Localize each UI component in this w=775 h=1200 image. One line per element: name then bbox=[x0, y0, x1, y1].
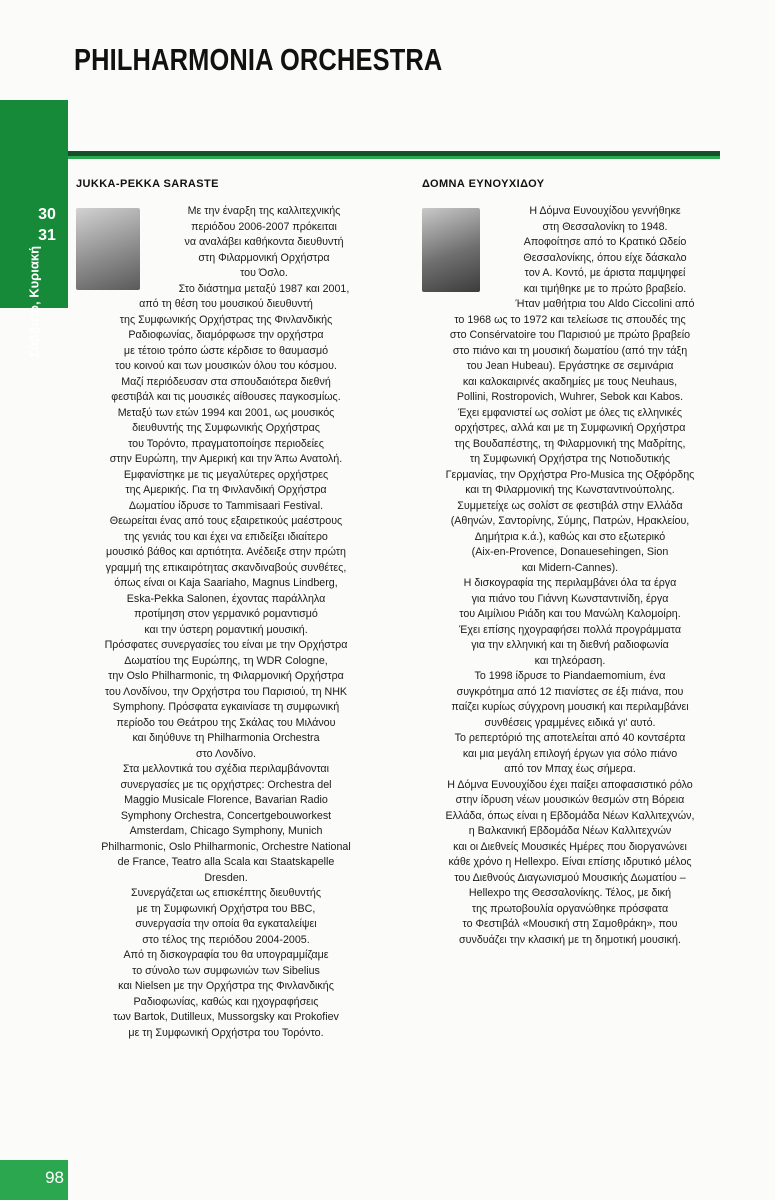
bio-line: Γερμανίας, την Ορχήστρα Pro-Musica της Οξφόρδης bbox=[445, 468, 695, 481]
bio-line: Δωματίου ίδρυσε το Tammisaari Festival. bbox=[128, 499, 324, 512]
bio-line: Ραδιοφωνίας, διαμόρφωσε την ορχήστρα bbox=[128, 329, 324, 341]
bio-line: Maggio Musicale Florence, Bavarian Radio bbox=[124, 794, 328, 806]
bio-line: Eska-Pekka Salonen, έχοντας παράλληλα bbox=[126, 592, 326, 605]
bio-line: Hellexpo της Θεσσαλονίκης. Τέλος, με δική bbox=[468, 887, 672, 899]
bio-line: του Λονδίνου, την Ορχήστρα του Παρισιού, τη NHK bbox=[104, 685, 348, 698]
bio-line: παίζει κυρίως σύγχρονη μουσική και περιλαμβάνει bbox=[451, 701, 689, 713]
bio-line: την Oslo Philharmonic, τη Φιλαρμονική Ορχήστρα bbox=[108, 670, 344, 682]
bio-line: του Διεθνούς Διαγωνισμού Μουσικής Δωματίου – bbox=[454, 871, 686, 884]
bio-line: στο Λονδίνο. bbox=[196, 747, 256, 760]
date-strip bbox=[0, 100, 68, 359]
right-heading: ΔΟΜΝΑ ΕΥΝΟΥΧΙΔΟΥ bbox=[422, 178, 545, 190]
bio-line: της γενιάς του και έχει να επιδείξει ιδιαίτερο bbox=[124, 530, 328, 543]
bio-line: η Βαλκανική Εβδομάδα Νέων Καλλιτεχνών bbox=[468, 825, 672, 837]
bio-line: Στα μελλοντικά του σχέδια περιλαμβάνονται bbox=[123, 763, 329, 775]
bio-line: Η δισκογραφία της περιλαμβάνει όλα τα έργα bbox=[463, 577, 677, 589]
bio-line: να αναλάβει καθήκοντα διευθυντή bbox=[184, 236, 344, 248]
bio-line: μουσικό βάθος και αρτιότητα. Ανέδειξε στην πρώτη bbox=[106, 546, 346, 558]
bio-line: του Jean Hubeau). Εργάστηκε σε σεμινάρια bbox=[466, 360, 674, 372]
bio-line: Εμφανίστηκε με τις μεγαλύτερες ορχήστρες bbox=[123, 468, 329, 481]
bio-line: της Βουδαπέστης, τη Φιλαρμονική της Μαδρίτης, bbox=[454, 437, 686, 450]
bio-line: Το ρεπερτόριό της αποτελείται από 40 κοντσέρτα bbox=[454, 732, 686, 744]
bio-line: προτίμηση στον γερμανικό ρομαντισμό bbox=[134, 608, 318, 620]
bio-line: με τη Συμφωνική Ορχήστρα του Τορόντο. bbox=[128, 1026, 324, 1039]
bio-line: Δωματίου της Ευρώπης, τη WDR Cologne, bbox=[124, 654, 328, 667]
bio-line: Από τη δισκογραφία του θα υπογραμμίζαμε bbox=[123, 949, 329, 961]
bio-line: και την ύστερη ρομαντική μουσική. bbox=[144, 623, 308, 636]
bio-line: περίοδο του Θεάτρου της Σκάλας του Μιλάνου bbox=[116, 716, 336, 729]
bio-line: φεστιβάλ και τις μουσικές αίθουσες παγκοσμίως. bbox=[111, 391, 341, 403]
bio-line: στο πιάνο και τη μουσική δωματίου (από την τάξη bbox=[452, 344, 688, 357]
bio-line: (Aix-en-Provence, Donauesehingen, Sion bbox=[471, 546, 669, 558]
bio-line: και Midern-Cannes). bbox=[521, 561, 619, 574]
bio-line: Μαζί περιόδευσαν στα σπουδαιότερα διεθνή bbox=[121, 375, 331, 388]
bio-line: Amsterdam, Chicago Symphony, Munich bbox=[129, 825, 323, 837]
page-number: 98 bbox=[45, 1168, 64, 1187]
bio-line: Πρόσφατες συνεργασίες του είναι με την Ορχήστρα bbox=[104, 639, 348, 651]
bio-line: και τη Φιλαρμονική της Κωνσταντινούπολης. bbox=[465, 484, 675, 496]
header-rule-light bbox=[68, 156, 720, 159]
bio-line: συγκρότημα από 12 πιανίστες σε έξι πιάνα, που bbox=[456, 685, 684, 698]
bio-line: της Αμερικής. Για τη Φινλανδική Ορχήστρα bbox=[125, 484, 327, 496]
bio-line: Η Δόμνα Ευνουχίδου έχει παίξει αποφασιστικό ρόλο bbox=[447, 778, 693, 791]
bio-line: και Nielsen με την Ορχήστρα της Φινλανδικής bbox=[118, 980, 334, 992]
bio-line: με τέτοιο τρόπο ώστε κέρδισε το θαυμασμό bbox=[123, 344, 329, 357]
bio-line: Ήταν μαθήτρια του Aldo Ciccolini από bbox=[515, 298, 695, 310]
bio-line: στη Φιλαρμονική Ορχήστρα bbox=[198, 251, 330, 264]
bio-line: και τιμήθηκε με το πρώτο βραβείο. bbox=[523, 282, 687, 295]
date-31: 31 bbox=[38, 227, 56, 244]
bio-line: για πιάνο του Γιάννη Κωνσταντινίδη, έργα bbox=[471, 592, 669, 605]
bio-line: κάθε χρόνο η Hellexpo. Είναι επίσης ιδρυτικό μέλος bbox=[448, 856, 692, 868]
bio-line: από τη θέση του μουσικού διευθυντή bbox=[139, 298, 313, 310]
bio-line: στο Consérvatoire του Παρισιού με πρώτο βραβείο bbox=[449, 329, 691, 341]
left-heading: JUKKA-PEKKA SARASTE bbox=[76, 178, 219, 190]
bio-line: συνδυάζει την κλασική με τη δημοτική μουσική. bbox=[459, 933, 681, 946]
bio-line: της πρωτοβουλία οργανώθηκε πρόσφατα bbox=[471, 902, 669, 915]
page-title: PHILHARMONIA ORCHESTRA bbox=[74, 42, 443, 77]
right-column bbox=[422, 178, 718, 948]
bio-line: στην Ευρώπη, την Αμερική και την Άπω Ανατολή. bbox=[109, 453, 343, 465]
bio-line: του Αιμίλιου Ριάδη και του Μανώλη Καλομοίρη. bbox=[459, 608, 681, 620]
bio-line: Αποφοίτησε από το Κρατικό Ωδείο bbox=[523, 236, 687, 248]
bio-line: τη Συμφωνική Ορχήστρα της Νοτιοδυτικής bbox=[469, 453, 671, 465]
bio-line: από τον Μπαχ έως σήμερα. bbox=[504, 763, 636, 775]
bio-line: στη Θεσσαλονίκη το 1948. bbox=[542, 220, 668, 233]
bio-line: Στο διάστημα μεταξύ 1987 και 2001, bbox=[178, 282, 350, 295]
bio-line: συνεργασία την οποία θα εγκαταλείψει bbox=[135, 918, 317, 930]
bio-line: Θεσσαλονίκης, όπου είχε δάσκαλο bbox=[523, 251, 687, 264]
bio-line: Pollini, Rostropovich, Wuhrer, Sebok και Kabos. bbox=[456, 391, 684, 403]
bio-line: Symphony. Πρόσφατα εγκαινίασε τη συμφωνική bbox=[112, 701, 340, 713]
day-label: Σάββατο, Κυριακή bbox=[26, 245, 42, 359]
bio-line: όπως είναι οι Kaja Saariaho, Magnus Lindberg, bbox=[114, 577, 338, 589]
bio-line: και διηύθυνε τη Philharmonia Orchestra bbox=[132, 732, 320, 744]
bio-line: Ελλάδα, όπως είναι η Εβδομάδα Νέων Καλλιτεχνών, bbox=[445, 809, 695, 822]
bio-line: συνθέσεις γραμμένες ειδικά γι' αυτό. bbox=[484, 716, 656, 729]
bio-line: και μια μεγάλη επιλογή έργων για σόλο πιάνο bbox=[462, 747, 678, 760]
bio-line: περιόδου 2006-2007 πρόκειται bbox=[191, 220, 337, 233]
bio-line: του κοινού και των μουσικών όλου του κόσμου. bbox=[115, 360, 337, 372]
left-bio bbox=[76, 204, 376, 1041]
page-number-badge bbox=[0, 1160, 68, 1200]
date-30: 30 bbox=[38, 206, 56, 223]
bio-line: Θεωρείται ένας από τους εξαιρετικούς μαέστρους bbox=[109, 515, 343, 527]
bio-line: και τηλεόραση. bbox=[534, 654, 606, 667]
bio-line: (Αθηνών, Σαντορίνης, Σύμης, Πατρών, Ηρακλείου, bbox=[450, 515, 690, 527]
bio-line: Με την έναρξη της καλλιτεχνικής bbox=[187, 205, 341, 217]
bio-line: Έχει επίσης ηχογραφήσει πολλά προγράμματα bbox=[458, 623, 682, 636]
bio-line: στην ίδρυση νέων μουσικών θεσμών στη Βόρεια bbox=[455, 794, 685, 806]
bio-line: για την ελληνική και τη διεθνή ραδιοφωνία bbox=[471, 639, 669, 651]
bio-line: ορχήστρες, αλλά και με τη Συμφωνική Ορχήστρα bbox=[454, 422, 686, 434]
bio-line: Dresden. bbox=[204, 871, 248, 884]
bio-line: Η Δόμνα Ευνουχίδου γεννήθηκε bbox=[529, 205, 681, 217]
bio-line: των Bartok, Dutilleux, Mussorgsky και Prokofiev bbox=[113, 1011, 339, 1023]
bio-line: του Τορόντο, πραγματοποίησε περιοδείες bbox=[128, 437, 324, 450]
bio-line: τον Α. Κοντό, με άριστα παμψηφεί bbox=[524, 267, 686, 279]
bio-line: Μεταξύ των ετών 1994 και 2001, ως μουσικός bbox=[117, 406, 335, 419]
bio-line: στο τέλος της περιόδου 2004-2005. bbox=[142, 933, 310, 946]
bio-line: το σύνολο των συμφωνιών των Sibelius bbox=[132, 964, 320, 977]
bio-line: Το 1998 ίδρυσε το Piandaemomium, ένα bbox=[474, 670, 666, 682]
bio-line: διευθυντής της Συμφωνικής Ορχήστρας bbox=[132, 422, 320, 434]
bio-line: Philharmonic, Oslo Philharmonic, Orchestre National bbox=[101, 840, 351, 853]
portrait-photo-saraste bbox=[76, 208, 140, 290]
bio-line: Συνεργάζεται ως επισκέπτης διευθυντής bbox=[131, 887, 321, 899]
bio-line: Δημήτρια κ.ά.), καθώς και στο εξωτερικό bbox=[474, 530, 666, 543]
bio-line: και οι Διεθνείς Μουσικές Ημέρες που διοργανώνει bbox=[453, 840, 687, 853]
bio-line: του Όσλο. bbox=[240, 267, 288, 279]
bio-line: γραμμή της επικαιρότητας σκανδιναβούς συνθέτες, bbox=[105, 561, 347, 574]
bio-line: και καλοκαιρινές ακαδημίες με τους Neuhaus, bbox=[462, 375, 678, 388]
bio-line: de France, Teatro alla Scala και Staatskapelle bbox=[117, 856, 335, 868]
right-bio bbox=[422, 204, 718, 948]
bio-line: της Συμφωνικής Ορχήστρας της Φινλανδικής bbox=[119, 313, 333, 326]
portrait-photo-evnouchidou bbox=[422, 208, 480, 292]
bio-line: με τη Συμφωνική Ορχήστρα του BBC, bbox=[136, 902, 316, 915]
left-column bbox=[76, 178, 376, 1041]
bio-line: το Φεστιβάλ «Μουσική στη Σαμοθράκη», που bbox=[462, 918, 678, 930]
bio-line: συνεργασίες με τις ορχήστρες: Orchestra del bbox=[120, 778, 332, 791]
bio-line: Ραδιοφωνίας, καθώς και ηχογραφήσεις bbox=[133, 995, 319, 1008]
bio-line: Συμμετείχε ως σολίστ σε φεστιβάλ στην Ελλάδα bbox=[457, 499, 683, 512]
bio-line: το 1968 ως το 1972 και τελείωσε τις σπουδές της bbox=[454, 313, 686, 326]
bio-line: Symphony Orchestra, Concertgebouworkest bbox=[120, 809, 332, 822]
bio-line: Έχει εμφανιστεί ως σολίστ με όλες τις ελληνικές bbox=[457, 406, 683, 419]
